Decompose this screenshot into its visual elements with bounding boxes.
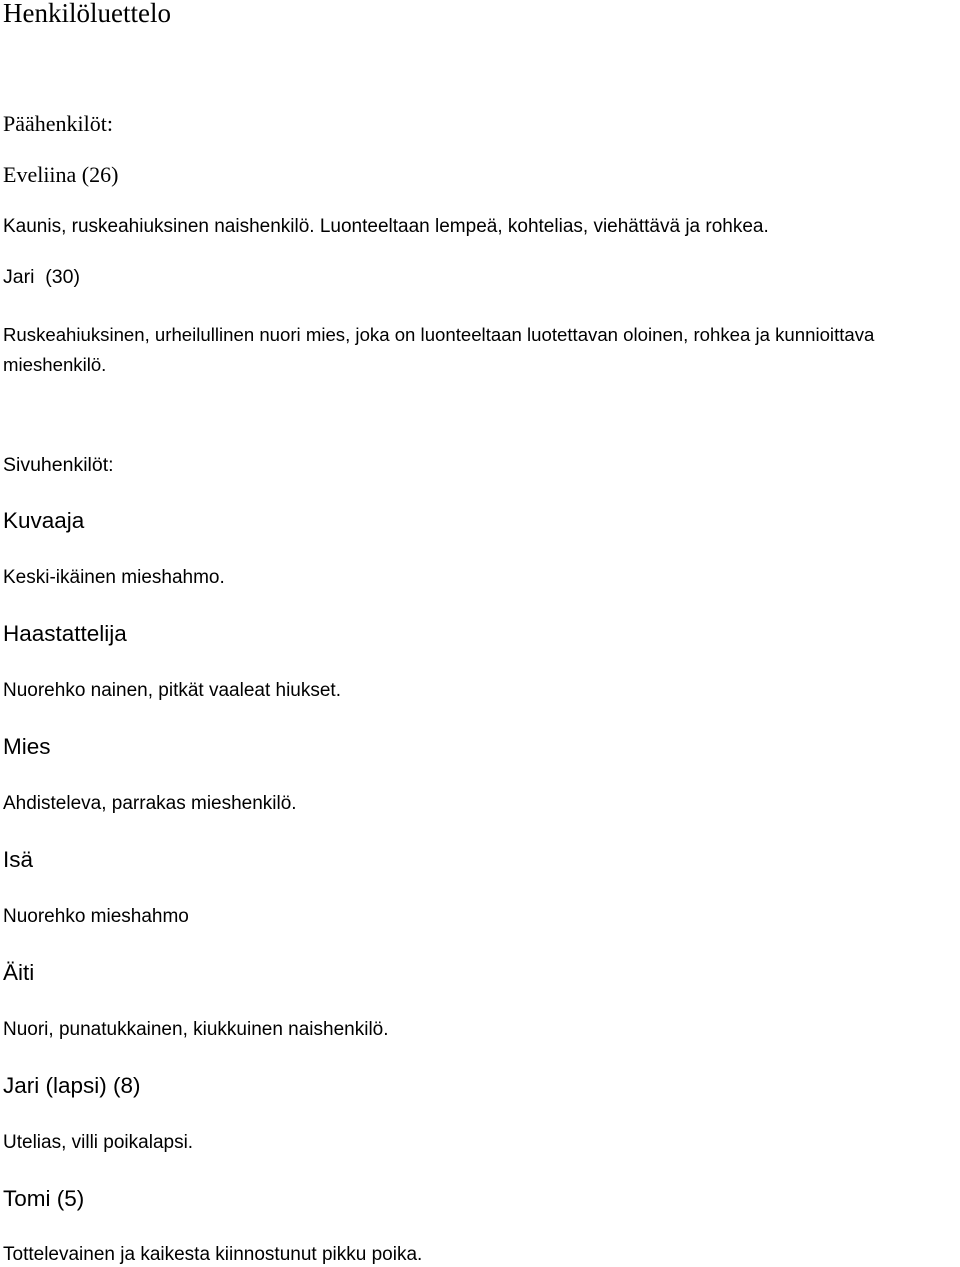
character-name-jari: Jari (30) bbox=[3, 266, 80, 288]
side-character-name-mies: Mies bbox=[3, 734, 51, 759]
side-character-name-isa: Isä bbox=[3, 847, 34, 872]
side-character-description-haastattelija: Nuorehko nainen, pitkät vaaleat hiukset. bbox=[3, 680, 341, 701]
side-character-description-jari-lapsi: Utelias, villi poikalapsi. bbox=[3, 1132, 194, 1153]
side-character-description-isa: Nuorehko mieshahmo bbox=[3, 906, 189, 927]
character-description-eveliina: Kaunis, ruskeahiuksinen naishenkilö. Luonteeltaan lempeä, kohtelias, viehättävä ja rohkea. bbox=[3, 216, 769, 237]
character-description-jari: Ruskeahiuksinen, urheilullinen nuori mies, joka on luonteeltaan luotettavan oloinen, rohkea ja kunnioittava mieshenkilö. bbox=[3, 324, 875, 375]
side-characters-heading: Sivuhenkilöt: bbox=[3, 454, 114, 476]
side-character-description-aiti: Nuori, punatukkainen, kiukkuinen naishenkilö. bbox=[3, 1019, 389, 1040]
side-character-description-tomi: Tottelevainen ja kaikesta kiinnostunut pikku poika. bbox=[3, 1244, 423, 1265]
side-character-name-kuvaaja: Kuvaaja bbox=[3, 508, 85, 533]
side-character-name-aiti: Äiti bbox=[3, 960, 35, 985]
side-character-name-haastattelija: Haastattelija bbox=[3, 621, 127, 646]
main-characters-heading: Päähenkilöt: bbox=[3, 111, 113, 136]
side-character-name-tomi: Tomi (5) bbox=[3, 1186, 85, 1211]
character-name-eveliina: Eveliina (26) bbox=[3, 162, 119, 187]
side-character-description-mies: Ahdisteleva, parrakas mieshenkilö. bbox=[3, 793, 297, 814]
side-character-description-kuvaaja: Keski-ikäinen mieshahmo. bbox=[3, 567, 225, 588]
document-title: Henkilöluettelo bbox=[3, 0, 171, 28]
side-character-name-jari-lapsi: Jari (lapsi) (8) bbox=[3, 1073, 141, 1098]
